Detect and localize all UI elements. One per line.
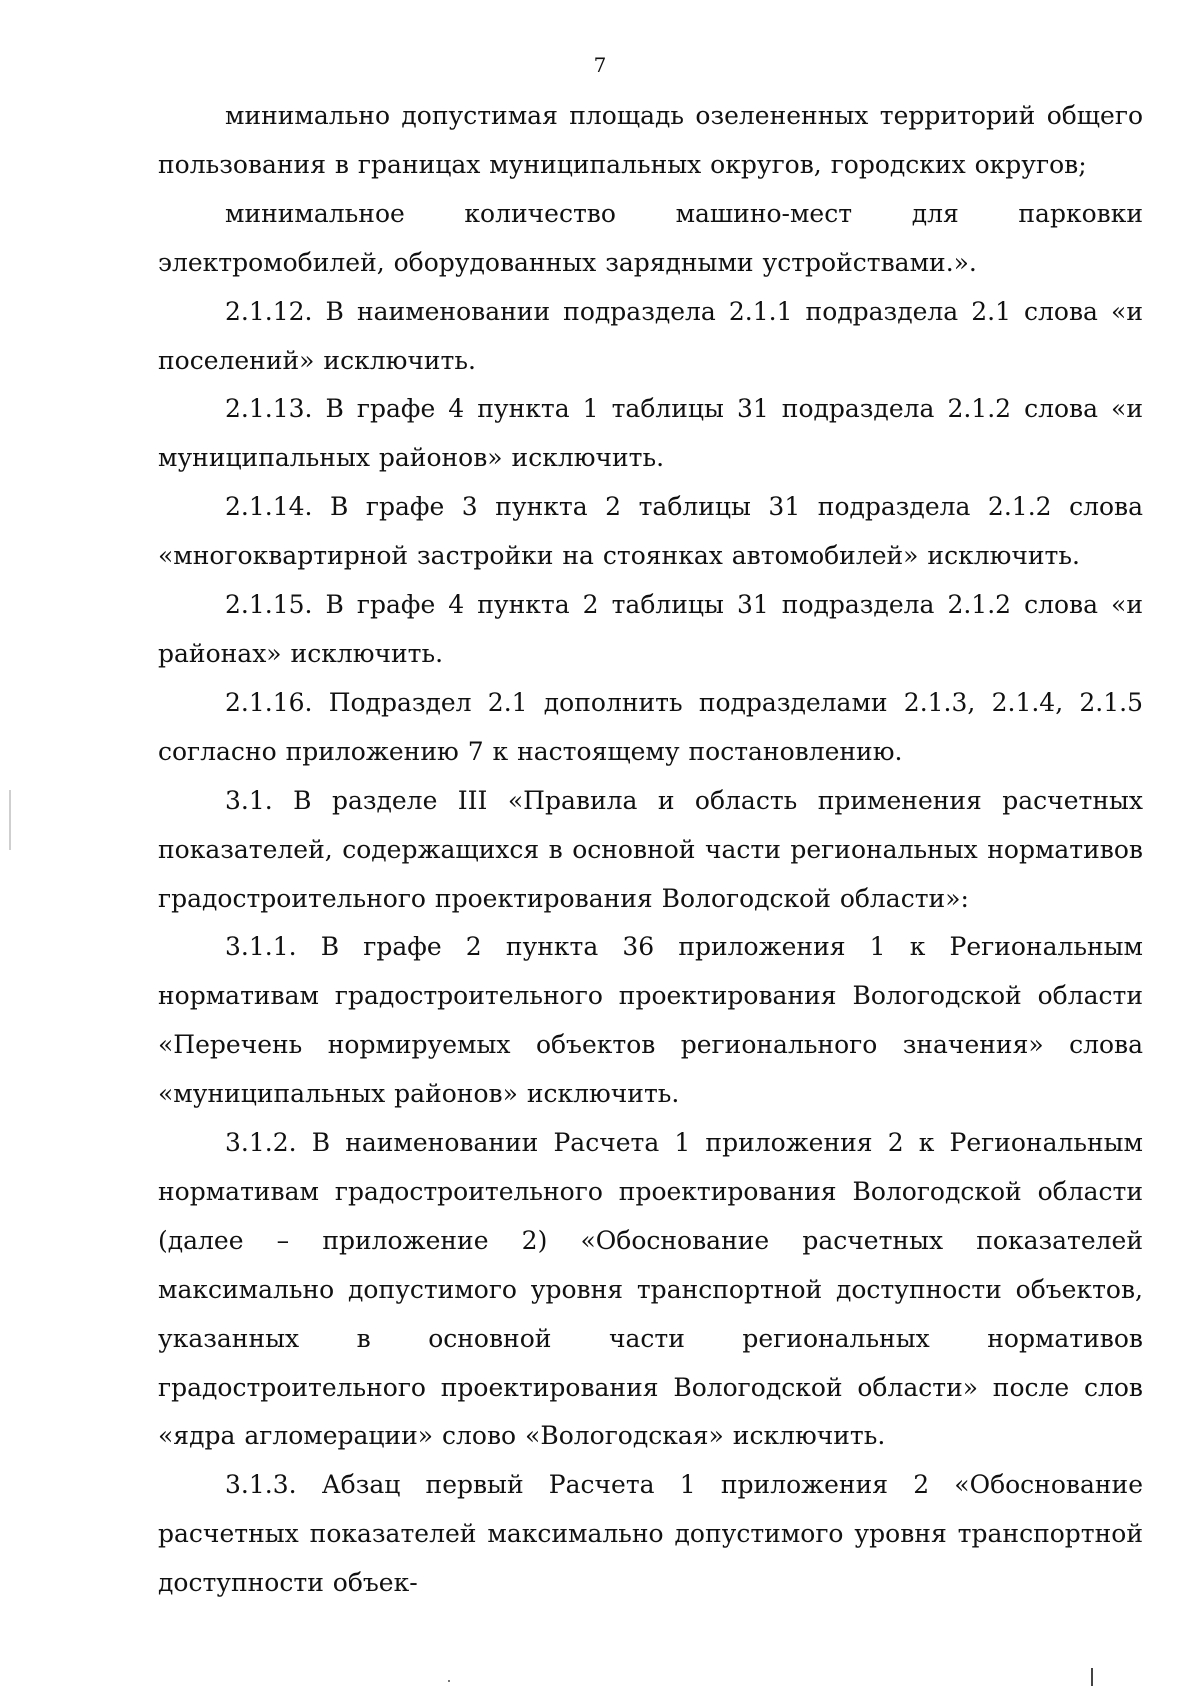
paragraph-green-area: минимально допустимая площадь озелененных территорий общего пользования в границах муниципальных округов, городских округов; [158, 101, 1143, 179]
paragraph-2-1-14: 2.1.14. В графе 3 пункта 2 таблицы 31 подраздела 2.1.2 слова «многоквартирной застройки на стоянках автомобилей» исключить. [158, 492, 1143, 571]
paragraph-2-1-15: 2.1.15. В графе 4 пункта 2 таблицы 31 подраздела 2.1.2 слова «и районах» исключить. [158, 590, 1143, 668]
paragraph-3-1: 3.1. В разделе III «Правила и область применения расчетных показателей, содержащихся в основной части региональных нормативов градостроительного проектирования Вологодской области»: [158, 785, 1143, 913]
document-body [158, 92, 1143, 1608]
paragraph-2-1-13: 2.1.13. В графе 4 пункта 1 таблицы 31 подраздела 2.1.2 слова «и муниципальных районов» исключить. [158, 394, 1143, 473]
paragraph-3-1-2: 3.1.2. В наименовании Расчета 1 приложения 2 к Региональным нормативам градостроительного проектирования Вологодской области (далее – приложение 2) «Обоснование расчетных показателей максимально допустимого уровня транспортной доступности объектов, указанных в основной части региональных нормативов градостроительного проектирования Вологодской области» после слов «ядра агломерации» слово «Вологодская» исключить. [158, 1128, 1143, 1451]
scan-margin-mark [9, 790, 11, 850]
paragraph-2-1-12: 2.1.12. В наименовании подраздела 2.1.1 подраздела 2.1 слова «и поселений» исключить. [158, 296, 1143, 375]
paragraph-3-1-3: 3.1.3. Абзац первый Расчета 1 приложения 2 «Обоснование расчетных показателей максимально допустимого уровня транспортной доступности объек- [158, 1470, 1143, 1598]
scan-speck [448, 1680, 450, 1682]
paragraph-3-1-1: 3.1.1. В графе 2 пункта 36 приложения 1 к Региональным нормативам градостроительного проектирования Вологодской области «Перечень нормируемых объектов регионального значения» слова «муниципальных районов» исключить. [158, 932, 1143, 1109]
paragraph-ev-parking: минимальное количество машино-мест для парковки электромобилей, оборудованных зарядными устройствами.». [158, 198, 1143, 277]
paragraph-2-1-16: 2.1.16. Подраздел 2.1 дополнить подразделами 2.1.3, 2.1.4, 2.1.5 согласно приложению 7 к настоящему постановлению. [158, 687, 1143, 766]
page-number: 7 [593, 53, 607, 77]
scan-corner-mark [1091, 1668, 1093, 1686]
